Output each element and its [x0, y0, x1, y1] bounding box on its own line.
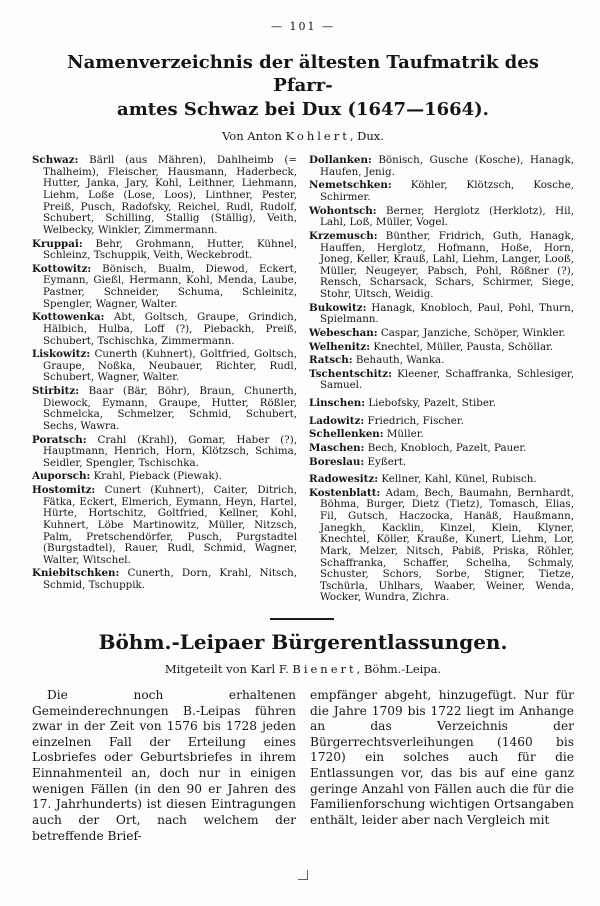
- place-surnames: Cunerth, Dorn, Krahl, Nitsch, Schmid, Tschuppik.: [43, 567, 297, 592]
- list-entry-kottowenka: [32, 312, 297, 347]
- place-name: Bukowitz:: [309, 301, 367, 314]
- list-entry-schwaz: [32, 155, 297, 236]
- place-surnames: Bönisch, Gusche (Kosche), Hanagk, Haufen, Jenig.: [320, 154, 574, 178]
- byline-prefix: Von Anton: [222, 129, 282, 144]
- place-name: Dollanken:: [309, 154, 372, 167]
- place-surnames: Berner, Herglotz (Herklotz), Hil, Lahl, Loß, Müller, Vogel.: [320, 204, 574, 229]
- place-surnames: Behauth, Wanka.: [355, 354, 445, 367]
- place-name: Ratsch:: [309, 354, 353, 367]
- list-entry-maschen: [309, 443, 574, 455]
- place-name: Ladowitz:: [309, 414, 365, 427]
- place-name: Kottowenka:: [32, 311, 105, 324]
- place-surnames: Hanagk, Knobloch, Paul, Pohl, Thurn, Spielmann.: [320, 301, 574, 326]
- byline-prefix: Mitgeteilt von Karl F.: [164, 662, 289, 677]
- place-name: Stirbitz:: [32, 385, 80, 398]
- left-column: [32, 155, 297, 606]
- place-name: Auporsch:: [32, 470, 91, 483]
- name-list-columns: [32, 155, 574, 606]
- place-surnames: Cunert (Kuhnert), Caiter, Ditrich, Fätka, Eckert, Elmerich, Eymann, Heyn, Hartel, Hürte, Hortschitz, Goltfried, Kellner, Kohl, Kuhnert, Löbe Martinowitz, Müller, Nitzsch, Palm, Pretschendörfer, Pusch, Purgstadtel (Burgstadtel), Rauer, Rudl, Schmid, Wagner, Walter, Witschel.: [43, 484, 297, 566]
- place-surnames: Bönisch, Bualm, Diewod, Eckert, Eymann, Gießl, Hermann, Kohl, Menda, Laube, Pastner, Schneider, Schuma, Schleinitz, Spengler, Wagner, Walter.: [43, 262, 297, 310]
- list-entry-dollanken: [309, 155, 574, 178]
- article2-left-paragraph: Die noch erhaltenen Gemeinderechnungen B.-Leipas führen zwar in der Zeit von 1576 bis 1728 jeden einzelnen Fall der Erteilung eines Losbriefes oder Geburtsbriefes in ihrem Einnahmenteil an, doch nur in einigen wenigen Fällen (in den 90 er Jahren des 17. Jahrhunderts) ist diesen Eintragungen auch der Ort, nach welchem der betreffende Brief-: [32, 688, 296, 843]
- list-entry-linschen: [309, 398, 574, 410]
- place-name: Hostomitz:: [32, 484, 96, 497]
- place-name: Kniebitschken:: [32, 567, 120, 580]
- list-entry-stirbitz: [32, 386, 297, 433]
- article2-right-column: [310, 688, 574, 844]
- byline-author-name: Kohlert: [285, 129, 350, 144]
- place-surnames: Crahl (Krahl), Gomar, Haber (?), Hauptmann, Henrich, Horn, Klötzsch, Schima, Seidler, Spengler, Tschischka.: [43, 433, 297, 469]
- list-entry-poratsch: [32, 435, 297, 470]
- article2-body-columns: [32, 688, 574, 844]
- place-name: Welhenitz:: [309, 340, 371, 353]
- place-name: Schwaz:: [32, 154, 79, 167]
- place-name: Poratsch:: [32, 433, 87, 446]
- place-name: Kostenblatt:: [309, 486, 381, 499]
- place-surnames: Baar (Bär, Böhr), Braun, Chunerth, Diewock, Eymann, Graupe, Hutter, Rößler, Schmelcka, Schmelzer, Schmid, Schubert, Sechs, Wawra.: [43, 385, 297, 432]
- place-surnames: Müller.: [386, 428, 424, 441]
- article1-title: [52, 51, 554, 121]
- place-name: Schellenken:: [309, 428, 384, 441]
- place-surnames: Cunerth (Kuhnert), Goltfried, Goltsch, Graupe, Noßka, Neubauer, Richter, Rudl, Schubert, Wagner, Walter.: [43, 348, 297, 384]
- byline-suffix: , Böhm.-Leipa.: [356, 662, 442, 677]
- list-entry-ladowitz: [309, 416, 574, 428]
- place-surnames: Knechtel, Müller, Pausta, Schöllar.: [373, 340, 554, 353]
- list-entry-boreslau: [309, 457, 574, 469]
- place-surnames: Kellner, Kahl, Künel, Rubisch.: [381, 473, 537, 486]
- list-entry-tschentschitz: [309, 369, 574, 392]
- list-entry-auporsch: [32, 471, 297, 483]
- list-entry-nemetschken: [309, 180, 574, 203]
- place-name: Nemetschken:: [309, 179, 392, 192]
- place-surnames: Caspar, Janziche, Schöper, Winkler.: [380, 326, 566, 339]
- article1-byline: [32, 129, 574, 143]
- list-entry-krzemusch: [309, 231, 574, 301]
- place-name: Wohontsch:: [309, 204, 377, 217]
- place-surnames: Eyßert.: [367, 455, 407, 468]
- place-name: Liskowitz:: [32, 348, 91, 361]
- article2-left-column: [32, 688, 296, 844]
- place-name: Linschen:: [309, 397, 366, 410]
- list-entry-welhenitz: [309, 342, 574, 354]
- place-name: Webeschan:: [309, 326, 378, 339]
- article2-right-paragraph: empfänger abgeht, hinzugefügt. Nur für die Jahre 1709 bis 1722 liegt im Anhange an das Verzeichnis der Bürgerrechtsverleihungen (1460 bis 1720) ein solches auch für die Entlassungen vor, das bis auf eine ganz geringe Anzahl von Fällen auch die für die Familienforschung wichtigen Ortsangaben enthält, leider aber nach Vergleich mit: [310, 688, 574, 827]
- list-entry-schellenken: [309, 429, 574, 441]
- article2-byline: [32, 662, 574, 676]
- place-surnames: Krahl, Pieback (Piewak).: [93, 470, 222, 483]
- article1-title-line2: amtes Schwaz bei Dux (1647—1664).: [117, 98, 489, 120]
- place-name: Kruppai:: [32, 237, 83, 250]
- place-name: Radowesitz:: [309, 473, 379, 486]
- list-entry-hostomitz: [32, 485, 297, 566]
- list-entry-radowesitz: [309, 474, 574, 486]
- list-entry-wohontsch: [309, 206, 574, 229]
- right-column: [309, 155, 574, 606]
- place-name: Krzemusch:: [309, 229, 378, 242]
- list-entry-kottowitz: [32, 264, 297, 311]
- list-entry-kniebitschken: [32, 568, 297, 591]
- byline-author-name: Bienert: [292, 662, 357, 677]
- place-name: Kottowitz:: [32, 262, 92, 275]
- list-entry-ratsch: [309, 355, 574, 367]
- place-name: Tschentschitz:: [309, 367, 392, 380]
- print-artifact-mark: [298, 870, 308, 880]
- place-surnames: Bünther, Fridrich, Guth, Hanagk, Hauffen, Herglotz, Hofmann, Hoße, Horn, Joneg, Keller, Krauß, Lahl, Liehm, Langer, Looß, Müller, Neugeyer, Pabsch, Pohl, Rößner (?), Rensch, Scharsack, Schars, Schirmer, Siege, Stohr, Ultsch, Weidig.: [320, 229, 574, 301]
- article1-title-line1: Namenverzeichnis der ältesten Taufmatrik des Pfarr-: [67, 52, 539, 97]
- list-entry-bukowitz: [309, 303, 574, 326]
- list-entry-webeschan: [309, 328, 574, 340]
- section-separator-rule: [270, 618, 334, 620]
- place-surnames: Köhler, Klötzsch, Kosche, Schirmer.: [320, 179, 574, 204]
- place-surnames: Adam, Bech, Baumahn, Bernhardt, Böhma, Burger, Dietz (Tietz), Tomasch, Elias, Fil, Gutsch, Haczocka, Hanäß, Haußmann, Janegkh, Kacklin, Kinzel, Klein, Klyner, Knechtel, Köller, Krauße, Kunert, Liehm, Lor, Mark, Melzer, Nitsch, Pabiß, Priska, Röhler, Schaffranka, Schaffer, Schelha, Schmaly, Schuster, Schors, Sorbe, Stigner, Tietze, Tschürla, Uhlhars, Waaber, Weiner, Wenda, Wocker, Wundra, Zichra.: [320, 486, 574, 604]
- byline-suffix: , Dux.: [349, 129, 384, 144]
- place-surnames: Bärll (aus Mähren), Dahlheimb (= Thalheim), Fleischer, Hausmann, Haderbeck, Hutter, Janka, Jary, Kohl, Leithner, Liehmann, Liehm, Loße (Lose, Loos), Linthner, Pester, Preiß, Pusch, Radofsky, Reichel, Rudl, Rudolf, Schubert, Schilling, Stallig (Ställig), Veith, Welbecky, Winkler, Zimmermann.: [43, 154, 297, 236]
- place-surnames: Liebofsky, Pazelt, Stiber.: [368, 397, 496, 410]
- list-entry-liskowitz: [32, 349, 297, 384]
- list-entry-kostenblatt: [309, 488, 574, 604]
- place-surnames: Bech, Knobloch, Pazelt, Pauer.: [367, 441, 527, 454]
- place-name: Maschen:: [309, 441, 365, 454]
- place-surnames: Kleener, Schaffranka, Schlesiger, Samuel.: [320, 367, 574, 392]
- place-name: Boreslau:: [309, 455, 365, 468]
- place-surnames: Friedrich, Fischer.: [367, 414, 464, 427]
- page-number: — 101 —: [271, 20, 335, 33]
- list-entry-kruppai: [32, 239, 297, 262]
- place-surnames: Abt, Goltsch, Graupe, Grindich, Hälbich, Hulba, Loff (?), Piebackh, Preiß, Schubert, Tschischka, Zimmermann.: [43, 311, 297, 347]
- place-surnames: Behr, Grohmann, Hutter, Kühnel, Schleinz, Tschuppik, Veith, Weckebrodt.: [43, 237, 297, 262]
- article2-title: Böhm.-Leipaer Bürgerentlassungen.: [98, 630, 508, 655]
